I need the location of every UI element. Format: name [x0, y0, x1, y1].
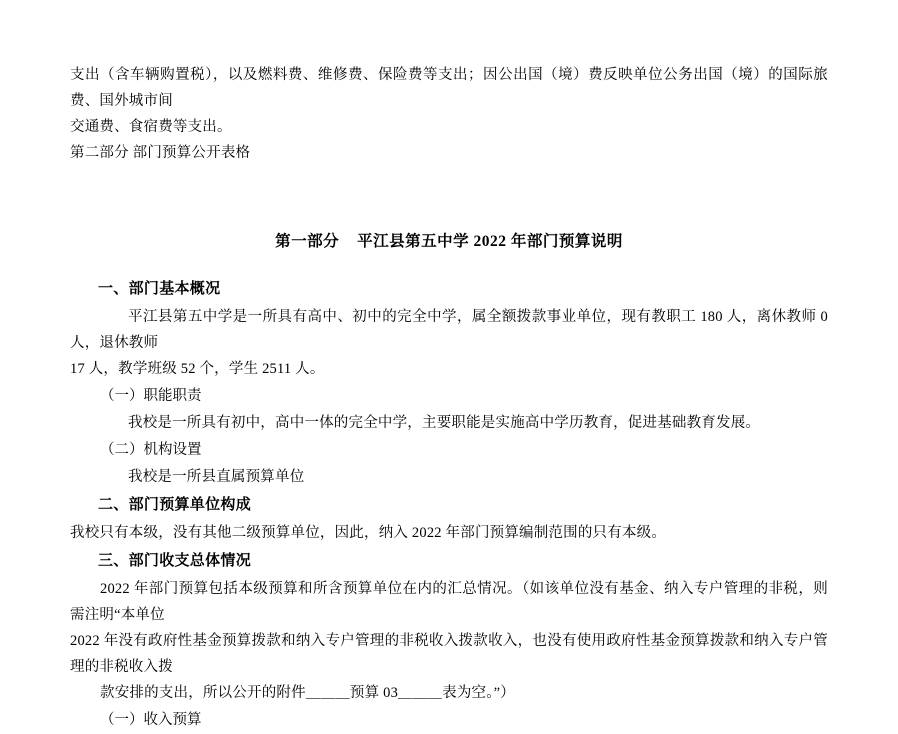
page-title-main: 平江县第五中学 2022 年部门预算说明: [357, 233, 623, 250]
section-heading-3: 三、部门收支总体情况: [98, 553, 252, 569]
continuation-block: [70, 62, 828, 166]
subsection-text-1-1: 我校是一所具有初中，高中一体的完全中学，主要职能是实施高中学历教育，促进基础教育发展。: [128, 415, 761, 431]
part-two-heading: 第二部分 部门预算公开表格: [70, 145, 251, 161]
section-2-paragraph-1: 我校只有本级，没有其他二级预算单位，因此，纳入 2022 年部门预算编制范围的只有本级。: [70, 525, 667, 541]
continuation-line-2: 交通费、食宿费等支出。: [70, 119, 232, 135]
subsection-label-3-1: （一）收入预算: [100, 712, 202, 728]
page-title-prefix: 第一部分: [275, 233, 340, 250]
section-heading-2: 二、部门预算单位构成: [98, 497, 252, 513]
section-3-paragraph-3: 款安排的支出，所以公开的附件＿＿＿预算 03＿＿＿表为空。”）: [100, 685, 516, 701]
section-heading-1: 一、部门基本概况: [98, 281, 221, 297]
subsection-text-1-2: 我校是一所县直属预算单位: [128, 469, 305, 485]
title-spacer: [70, 166, 828, 228]
page-title: [70, 228, 828, 256]
section-3-paragraph-1: 2022 年部门预算包括本级预算和所含预算单位在内的汇总情况。（如该单位没有基金、纳入专户管理的非税，则需注明“本单位: [70, 581, 828, 623]
subsection-label-1-1: （一）职能职责: [100, 388, 202, 404]
continuation-line-1: 支出（含车辆购置税），以及燃料费、维修费、保险费等支出；因公出国（境）费反映单位公务出国（境）的国际旅费、国外城市间: [70, 67, 828, 109]
section-3-paragraph-2: 2022 年没有政府性基金预算拨款和纳入专户管理的非税收入拨款收入，也没有使用政府性基金预算拨款和纳入专户管理的非税收入拨: [70, 633, 828, 675]
section-1-paragraph-1: 平江县第五中学是一所具有高中、初中的完全中学，属全额拨款事业单位，现有教职工 180 人，离休教师 0 人，退休教师: [70, 309, 828, 351]
subsection-label-1-2: （二）机构设置: [100, 442, 202, 458]
section-1-paragraph-2: 17 人，教学班级 52 个，学生 2511 人。: [70, 361, 325, 377]
